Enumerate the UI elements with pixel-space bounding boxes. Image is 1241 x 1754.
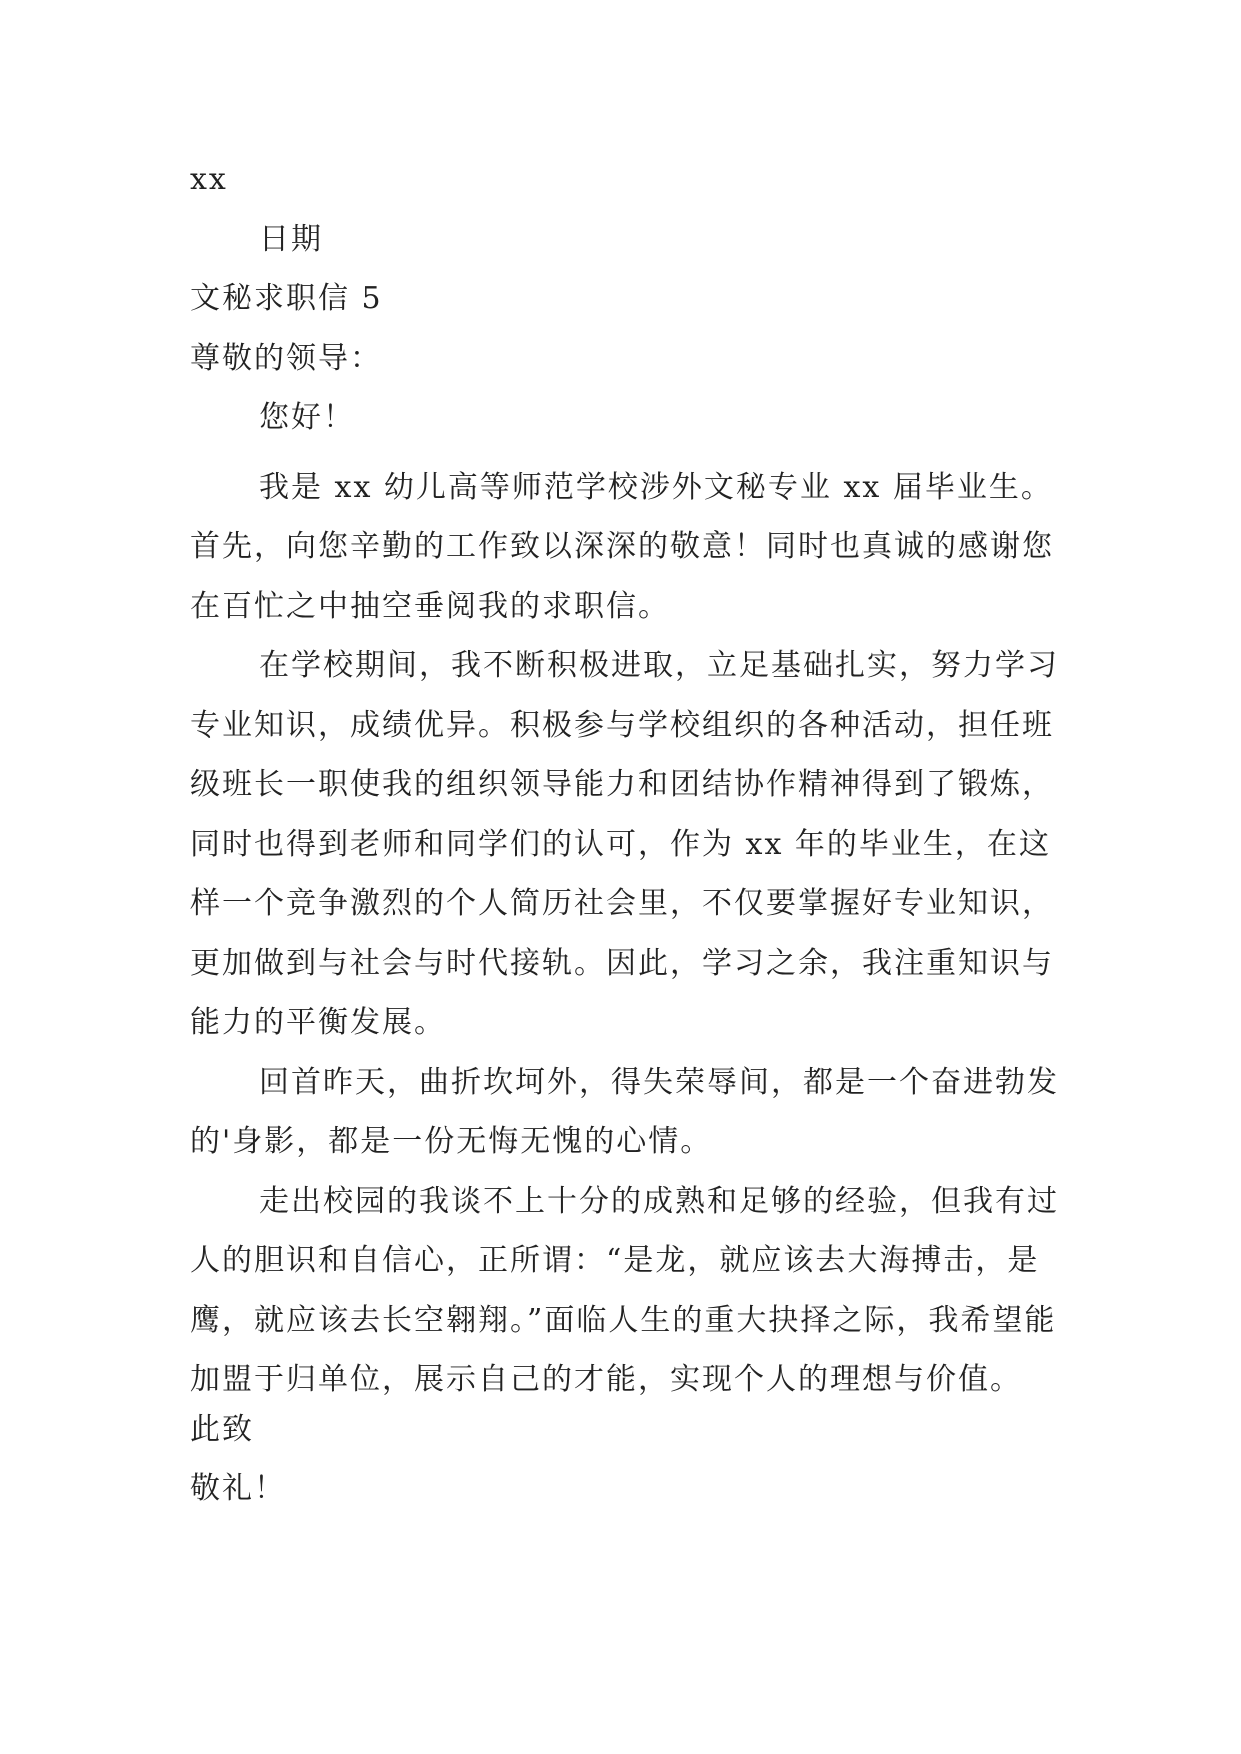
closing-line-1: 此致 bbox=[190, 1411, 254, 1447]
paragraph-reflection: 回首昨天，曲折坎坷外，得失荣辱间，都是一个奋进勃发的'身影，都是一份无悔无愧的心情。 bbox=[190, 1064, 1059, 1159]
paragraph-school: 在学校期间，我不断积极进取，立足基础扎实，努力学习专业知识，成绩优异。积极参与学校组织的各种活动，担任班级班长一职使我的组织领导能力和团结协作精神得到了锻炼，同时也得到老师和同学们的认可，作为 xx 年的毕业生，在这样一个竞争激烈的个人简历社会里，不仅要掌握好专业知识，更加做到与社会与时代接轨。因此，学习之余，我注重知识与能力的平衡发展。 bbox=[190, 648, 1059, 1040]
paragraph-aspiration: 走出校园的我谈不上十分的成熟和足够的经验，但我有过人的胆识和自信心，正所谓：“是龙，就应该去大海搏击，是鹰，就应该去长空翱翔。”面临人生的重大抉择之际，我希望能加盟于归单位，展示自己的才能，实现个人的理想与价值。 bbox=[190, 1183, 1059, 1397]
letter-body bbox=[190, 160, 1070, 1529]
sender-name: xx bbox=[190, 162, 228, 197]
paragraph-intro: 我是 xx 幼儿高等师范学校涉外文秘专业 xx 届毕业生。首先，向您辛勤的工作致以深深的敬意！同时也真诚的感谢您在百忙之中抽空垂阅我的求职信。 bbox=[190, 469, 1054, 624]
letter-date: 日期 bbox=[259, 221, 323, 257]
greeting: 您好！ bbox=[259, 400, 355, 435]
closing-line-2: 敬礼！ bbox=[190, 1471, 286, 1506]
salutation: 尊敬的领导： bbox=[190, 340, 382, 376]
letter-title: 文秘求职信 5 bbox=[190, 281, 383, 316]
